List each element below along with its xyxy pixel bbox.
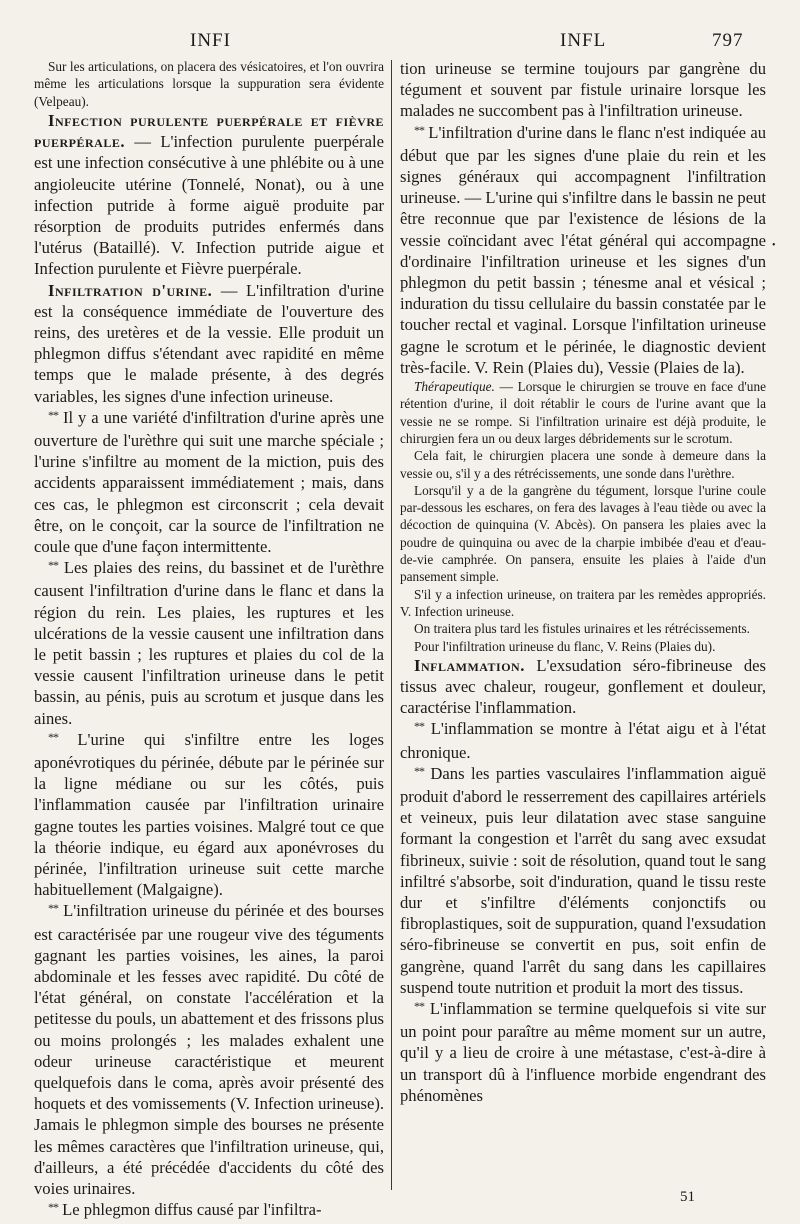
paragraph-text: — L'infection purulente puerpérale est une infection consécutive à une phlébite ou à une angioleucite utérine (Tonnelé, Nonat), ou à une infection putride à forme aiguë produite par résorption de produits putrides enfermés dans l'utérus (Bataillé). V. Infection putride aigue et Infection purulente et Fièvre puerpérale. [34,132,384,279]
paragraph-text: S'il y a infection urineuse, on traitera par les remèdes appropriés. V. Infection urineuse. [400,586,766,619]
asterism-mark: ** [48,729,58,744]
entry-heading: Infiltration d'urine. [48,280,213,300]
asterism-mark: ** [414,122,424,137]
paragraph-text: Les plaies des reins, du bassinet et de l'urèthre causent l'infiltration d'urine dans le flanc et dans la région du rein. Les plaies, les ruptures et les ulcérations de la vessie causent une infiltration dans le petit bassin ; les ruptures et plaies du col de la vessie causent l'infiltration urineuse dans le petit bassin, au pénis, puis au scrotum et jusque dans les aines. [34,558,384,728]
paragraph [400,378,766,447]
paragraph [400,638,766,655]
asterism-mark: ** [48,901,58,916]
paragraph-text: On traitera plus tard les fistules urinaires et les rétrécissements. [414,621,751,637]
paragraph-text: Dans les parties vasculaires l'inflammation aiguë produit d'abord le resserrement des capillaires artériels et veineux, puis leur dilatation avec stase sanguine formant la congestion et l'arrêt du sang avec exsudat fibrineux, suivie : soit de résolution, quand tout le sang infiltré s'absorbe, soit d'induration, quand le tissu reste dur et s'infiltre d'éléments conjonctifs ou fibroplastiques, soit de suppuration, quand l'exsudation séro-fibrineuse se convertit en pus, soit enfin de gangrène, quand l'arrêt du sang dans les capillaires suspend toute nutrition et produit la mort des tissus. [400,763,766,997]
entry-heading: Infection purulente puerpérale et fièvre puerpérale. [34,110,384,152]
paragraph [400,482,766,586]
column-divider [391,60,392,1190]
paragraph [34,557,384,729]
asterism-mark: ** [414,719,424,734]
header-left-guide-word: INFI [190,30,231,51]
left-column [34,58,384,1222]
asterism-mark: ** [48,1200,58,1215]
asterism-mark: ** [414,999,424,1014]
paragraph-text: L'inflammation se termine quelquefois si vite sur un point pour paraître au même moment sur un autre, qu'il y a lieu de croire à une métastase, c'est-à-dire à un transport dû à l'influence morbide engendrant des phénomènes [400,999,766,1105]
header-right-guide-word: INFL [560,30,607,51]
signature-mark: 51 [680,1189,695,1205]
paragraph [400,586,766,621]
paragraph [400,998,766,1106]
paragraph [34,407,384,557]
paragraph [400,58,766,122]
paragraph [34,280,384,407]
paragraph [34,58,384,110]
paragraph [400,718,766,762]
section-lead: Thérapeutique. [414,379,495,395]
paragraph [34,1199,384,1222]
page-number: 797 [712,30,744,51]
paragraph-text: Pour l'infiltration urineuse du flanc, V. Reins (Plaies du). [414,638,716,654]
paragraph-text: — Lorsque le chirurgien se trouve en face d'une rétention d'urine, il doit rétablir le cours de l'urine avant que la vessie ne se rompe. Si l'infiltration urinaire est déjà produite, le chirurgien fera un ou deux larges débridements sur le scrotum. [400,379,766,446]
asterism-mark: ** [48,407,58,422]
paragraph-text: L'inflammation se montre à l'état aigu et à l'état chronique. [400,719,766,762]
paragraph [34,110,384,280]
paragraph-text: Le phlegmon diffus causé par l'infiltra- [58,1200,322,1220]
asterism-mark: ** [414,763,424,778]
paragraph [34,900,384,1199]
paragraph-text: L'infiltration d'urine dans le flanc n'est indiquée au début que par les signes d'une plaie du rein et les signes généraux qui accompagnent l'infiltration urineuse. — L'urine qui s'infiltre dans le bassin ne peut être reconnue que par l'existence de lésions de la vessie coïncidant avec l'état général qui accompagne d'ordinaire l'infiltration urineuse et les signes d'un phlegmon du petit bassin ; ténesme anal et vésical ; induration du tissu cellulaire du bassin constatée par le toucher rectal et vaginal. Lorsque l'infiltation urineuse gagne le scrotum et le périnée, le diagnostic devient très-facile. V. Rein (Plaies du), Vessie (Plaies de la). [400,122,766,377]
paragraph-text: L'infiltration urineuse du périnée et des bourses est caractérisée par une rougeur vive des téguments gagnant les parties voisines, les aines, la paroi abdominale et les fesses avec rapidité. Du côté de l'état général, on constate l'accélération et la petitesse du pouls, un abattement et des frissons plus ou moins prolongés ; les malades exhalent une odeur urineuse caractéristique et meurent quelquefois dans le coma, après avoir présenté des hoquets et des vomissements (V. Infection urineuse). Jamais le phlegmon simple des bourses ne présente les mêmes caractères que l'infiltration urineuse, qui, d'ailleurs, a été précédée d'accidents du côté des voies urinaires. [34,901,384,1199]
paragraph-text: — L'infiltration d'urine est la conséquence immédiate de l'ouverture des reins, des uretères et de la vessie. Elle produit un phlegmon diffus s'étendant avec rapidité en même temps que le malade présente, à des degrés variables, les signes d'une infection urineuse. [34,280,384,406]
paragraph [400,763,766,998]
paragraph-text: L'exsudation séro-fibrineuse des tissus avec chaleur, rougeur, gonflement et douleur, caractérise l'inflammation. [400,655,766,718]
paragraph [34,729,384,901]
paragraph-text: Cela fait, le chirurgien placera une sonde à demeure dans la vessie ou, s'il y a des rétrécissements, une sonde dans l'urèthre. [400,448,766,481]
margin-mark: • [772,240,776,251]
paragraph-text: L'urine qui s'infiltre entre les loges aponévrotiques du périnée, débute par le périnée sur la ligne médiane ou sur les côtés, puis l'inflammation causée par l'infiltration urinaire gagne toutes les parties voisines. Malgré tout ce que la théorie indique, eu égard aux aponévroses du périnée, l'infiltration urineuse suit cette marche habituellement (Malgaigne). [34,729,384,900]
right-column [400,58,766,1106]
paragraph [400,655,766,719]
entry-heading: Inflammation. [414,655,525,675]
running-header [22,30,774,54]
paragraph-text: Sur les articulations, on placera des vésicatoires, et l'on ouvrira même les articulations lorsque la suppuration sera évidente (Velpeau). [34,59,384,109]
paragraph-text: Lorsqu'il y a de la gangrène du tégument, lorsque l'urine coule par-dessous les eschares, on fera des lavages à l'eau tiède ou avec la décoction de quinquina (V. Abcès). On pansera les plaies avec la poudre de quinquina ou avec de la charpie imbibée d'eau et d'eau-de-vie camphrée. On pansera, ensuite les plaies à l'aide d'un pansement simple. [400,482,766,585]
paragraph-text: Il y a une variété d'infiltration d'urine après une ouverture de l'urèthre qui suit une marche spéciale ; l'urine s'infiltre au moment de la miction, puis des accidents apparaissent immédiatement ; mais, dans ces cas, le phlegmon est circonscrit ; cela devait être, on le conçoit, car la source de l'infiltration ne coule que d'une façon intermittente. [34,407,384,556]
paragraph-text: tion urineuse se termine toujours par gangrène du tégument et souvent par fistule urinaire lorsque les malades ne succombent pas à l'infiltration urineuse. [400,59,766,121]
asterism-mark: ** [48,558,58,573]
paragraph [400,447,766,482]
paragraph [400,620,766,637]
paragraph [400,122,766,378]
